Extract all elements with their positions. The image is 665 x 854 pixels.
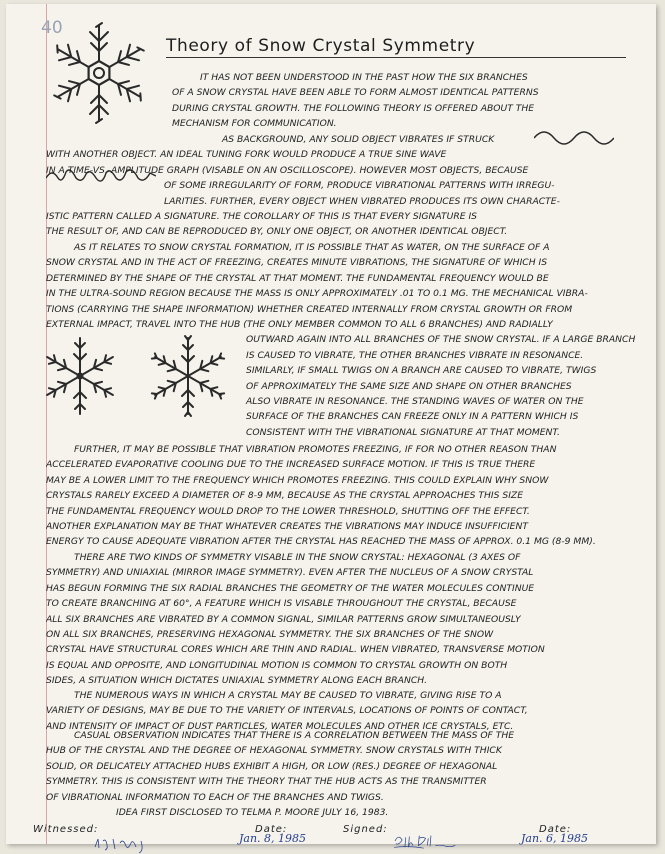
text-line: CONSISTENT WITH THE VIBRATIONAL SIGNATURE AT THAT MOMENT. — [246, 426, 560, 438]
text-line: FURTHER, IT MAY BE POSSIBLE THAT VIBRATION PROMOTES FREEZING, IF FOR NO OTHER REASON THAN — [74, 444, 557, 455]
text-line: WITH ANOTHER OBJECT. AN IDEAL TUNING FORK WOULD PRODUCE A TRUE SINE WAVE — [46, 149, 447, 161]
signed-label: Signed: — [343, 824, 388, 835]
inventor-date: Jan. 6, 1985 — [521, 832, 589, 845]
notebook-page — [6, 4, 656, 844]
text-line: ANOTHER EXPLANATION MAY BE THAT WHATEVER CREATES THE VIBRATIONS MAY INDUCE INSUFFICIENT — [46, 520, 528, 532]
text-line: SYMMETRY. THIS IS CONSISTENT WITH THE THEORY THAT THE HUB ACTS AS THE TRANSMITTER — [46, 776, 487, 788]
text-line: THE RESULT OF, AND CAN BE REPRODUCED BY, ONLY ONE OBJECT, OR ANOTHER IDENTICAL OBJECT. — [46, 226, 508, 238]
text-line: OF A SNOW CRYSTAL HAVE BEEN ABLE TO FORM ALMOST IDENTICAL PATTERNS — [172, 87, 539, 99]
witness-date: Jan. 8, 1985 — [239, 832, 307, 845]
text-line: IS CAUSED TO VIBRATE, THE OTHER BRANCHES VIBRATE IN RESONANCE. — [246, 349, 584, 361]
text-line: AND INTENSITY OF IMPACT OF DUST PARTICLES, WATER MOLECULES AND OTHER ICE CRYSTALS, ETC. — [46, 720, 514, 732]
text-line: ACCELERATED EVAPORATIVE COOLING DUE TO THE INCREASED SURFACE MOTION. IF THIS IS TRUE THERE — [46, 459, 536, 471]
witnessed-label: Witnessed: — [33, 824, 99, 835]
text-line: CASUAL OBSERVATION INDICATES THAT THERE IS A CORRELATION BETWEEN THE MASS OF THE — [74, 730, 515, 741]
signature-row — [33, 832, 643, 850]
text-line: THE NUMEROUS WAYS IN WHICH A CRYSTAL MAY BE CAUSED TO VIBRATE, GIVING RISE TO A — [74, 690, 502, 701]
text-line: SOLID, OR DELICATELY ATTACHED HUBS EXHIBIT A HIGH, OR LOW (RES.) DEGREE OF HEXAGONAL — [46, 760, 498, 772]
text-line: ALL SIX BRANCHES ARE VIBRATED BY A COMMON SIGNAL, SIMILAR PATTERNS GROW SIMULTANEOUSLY — [46, 613, 521, 625]
text-line: OF APPROXIMATELY THE SAME SIZE AND SHAPE ON OTHER BRANCHES — [246, 380, 572, 392]
text-line: TO CREATE BRANCHING AT 60°, A FEATURE WHICH IS VISABLE THROUGHOUT THE CRYSTAL, BECAUSE — [46, 598, 517, 610]
text-line: CRYSTALS RARELY EXCEED A DIAMETER OF 8-9 MM, BECAUSE AS THE CRYSTAL APPROACHES THIS SIZE — [46, 490, 524, 502]
snowflake-drawing-small-right — [146, 334, 230, 418]
snowflake-drawing-large — [44, 18, 154, 128]
page-title: Theory of Snow Crystal Symmetry — [166, 36, 626, 58]
inventor-signature — [351, 832, 501, 850]
text-line: MAY BE A LOWER LIMIT TO THE FREQUENCY WHICH PROMOTES FREEZING. THIS COULD EXPLAIN WHY SNOW — [46, 474, 549, 486]
paragraph-observation-block — [46, 728, 646, 820]
text-line: HUB OF THE CRYSTAL AND THE DEGREE OF HEXAGONAL SYMMETRY. SNOW CRYSTALS WITH THICK — [46, 745, 502, 757]
text-line: OUTWARD AGAIN INTO ALL BRANCHES OF THE SNOW CRYSTAL. IF A LARGE BRANCH — [246, 334, 636, 346]
text-line: AS IT RELATES TO SNOW CRYSTAL FORMATION, IT IS POSSIBLE THAT AS WATER, ON THE SURFACE OF A — [74, 242, 550, 253]
paragraph-formation — [46, 240, 646, 440]
paragraph-background — [46, 132, 646, 240]
text-line: ISTIC PATTERN CALLED A SIGNATURE. THE COROLLARY OF THIS IS THAT EVERY SIGNATURE IS — [46, 210, 478, 222]
disclosure-line: IDEA FIRST DISCLOSED TO TELMA P. MOORE JULY 16, 1983. — [116, 806, 389, 818]
text-line: SURFACE OF THE BRANCHES CAN FREEZE ONLY IN A PATTERN WHICH IS — [246, 411, 579, 423]
page-number: 40 — [41, 18, 63, 38]
text-line: THERE ARE TWO KINDS OF SYMMETRY VISABLE IN THE SNOW CRYSTAL: HEXAGONAL (3 AXES OF — [74, 552, 521, 563]
text-line: IS EQUAL AND OPPOSITE, AND LONGITUDINAL MOTION IS COMMON TO CRYSTAL GROWTH ON BOTH — [46, 659, 508, 671]
text-line: TIONS (CARRYING THE SHAPE INFORMATION) WHETHER CREATED INTERNALLY FROM CRYSTAL GROWTH OR FROM — [46, 303, 573, 315]
text-line: LARITIES. FURTHER, EVERY OBJECT WHEN VIBRATED PRODUCES ITS OWN CHARACTE- — [164, 195, 560, 207]
text-line: SIMILARLY, IF SMALL TWIGS ON A BRANCH ARE CAUSED TO VIBRATE, TWIGS — [246, 365, 597, 377]
paragraph-freezing — [46, 442, 646, 550]
text-line: MECHANISM FOR COMMUNICATION. — [172, 118, 337, 130]
text-line: IT HAS NOT BEEN UNDERSTOOD IN THE PAST HOW THE SIX BRANCHES — [200, 72, 528, 83]
text-line: IN THE ULTRA-SOUND REGION BECAUSE THE MASS IS ONLY APPROXIMATELY .01 TO 0.1 MG. THE MECHANICAL VIBRA- — [46, 288, 588, 300]
paragraph-symmetry — [46, 550, 646, 689]
date-label-2: Date: — [539, 824, 572, 835]
text-line: VARIETY OF DESIGNS, MAY BE DUE TO THE VARIETY OF INTERVALS, LOCATIONS OF POINTS OF CONTACT, — [46, 705, 528, 717]
text-line: DETERMINED BY THE SHAPE OF THE CRYSTAL AT THAT MOMENT. THE FUNDAMENTAL FREQUENCY WOULD BE — [46, 272, 549, 284]
text-line: OF SOME IRREGULARITY OF FORM, PRODUCE VIBRATIONAL PATTERNS WITH IRREGU- — [164, 180, 555, 192]
text-line: HAS BEGUN FORMING THE SIX RADIAL BRANCHES THE GEOMETRY OF THE WATER MOLECULES CONTINUE — [46, 582, 535, 594]
intro-paragraph — [172, 70, 642, 132]
text-line: SYMMETRY) AND UNIAXIAL (MIRROR IMAGE SYMMETRY). EVEN AFTER THE NUCLEUS OF A SNOW CRYSTAL — [46, 567, 534, 579]
text-line: OF VIBRATIONAL INFORMATION TO EACH OF THE BRANCHES AND TWIGS. — [46, 791, 384, 803]
text-line: SNOW CRYSTAL AND IN THE ACT OF FREEZING, CREATES MINUTE VIBRATIONS, THE SIGNATURE OF WHICH IS — [46, 257, 548, 269]
text-line: ON ALL SIX BRANCHES, PRESERVING HEXAGONAL SYMMETRY. THE SIX BRANCHES OF THE SNOW — [46, 628, 494, 640]
text-line: IN A TIME-VS.-AMPLITUDE GRAPH (VISABLE ON AN OSCILLOSCOPE). HOWEVER MOST OBJECTS, BECAUSE — [46, 164, 529, 176]
text-line: DURING CRYSTAL GROWTH. THE FOLLOWING THEORY IS OFFERED ABOUT THE — [172, 102, 535, 114]
text-line: EXTERNAL IMPACT, TRAVEL INTO THE HUB (THE ONLY MEMBER COMMON TO ALL 6 BRANCHES) AND RADIALLY — [46, 318, 553, 330]
witness-signature — [63, 836, 183, 854]
text-line: CRYSTAL HAVE STRUCTURAL CORES WHICH ARE THIN AND RADIAL. WHEN VIBRATED, TRANSVERSE MOTION — [46, 644, 545, 656]
text-line: ALSO VIBRATE IN RESONANCE. THE STANDING WAVES OF WATER ON THE — [246, 395, 584, 407]
snowflake-drawing-small-left — [38, 334, 122, 418]
date-label-1: Date: — [255, 824, 288, 835]
text-line: THE FUNDAMENTAL FREQUENCY WOULD DROP TO THE LOWER THRESHOLD, SHUTTING OFF THE EFFECT. — [46, 505, 530, 517]
text-line: ENERGY TO CAUSE ADEQUATE VIBRATION AFTER THE CRYSTAL HAS REACHED THE MASS OF APPROX. 0.1 MG (8-9 MM). — [46, 536, 596, 548]
text-line: SIDES, A SITUATION WHICH DICTATES UNIAXIAL SYMMETRY ALONG EACH BRANCH. — [46, 675, 428, 687]
text-line: AS BACKGROUND, ANY SOLID OBJECT VIBRATES IF STRUCK — [222, 134, 495, 145]
